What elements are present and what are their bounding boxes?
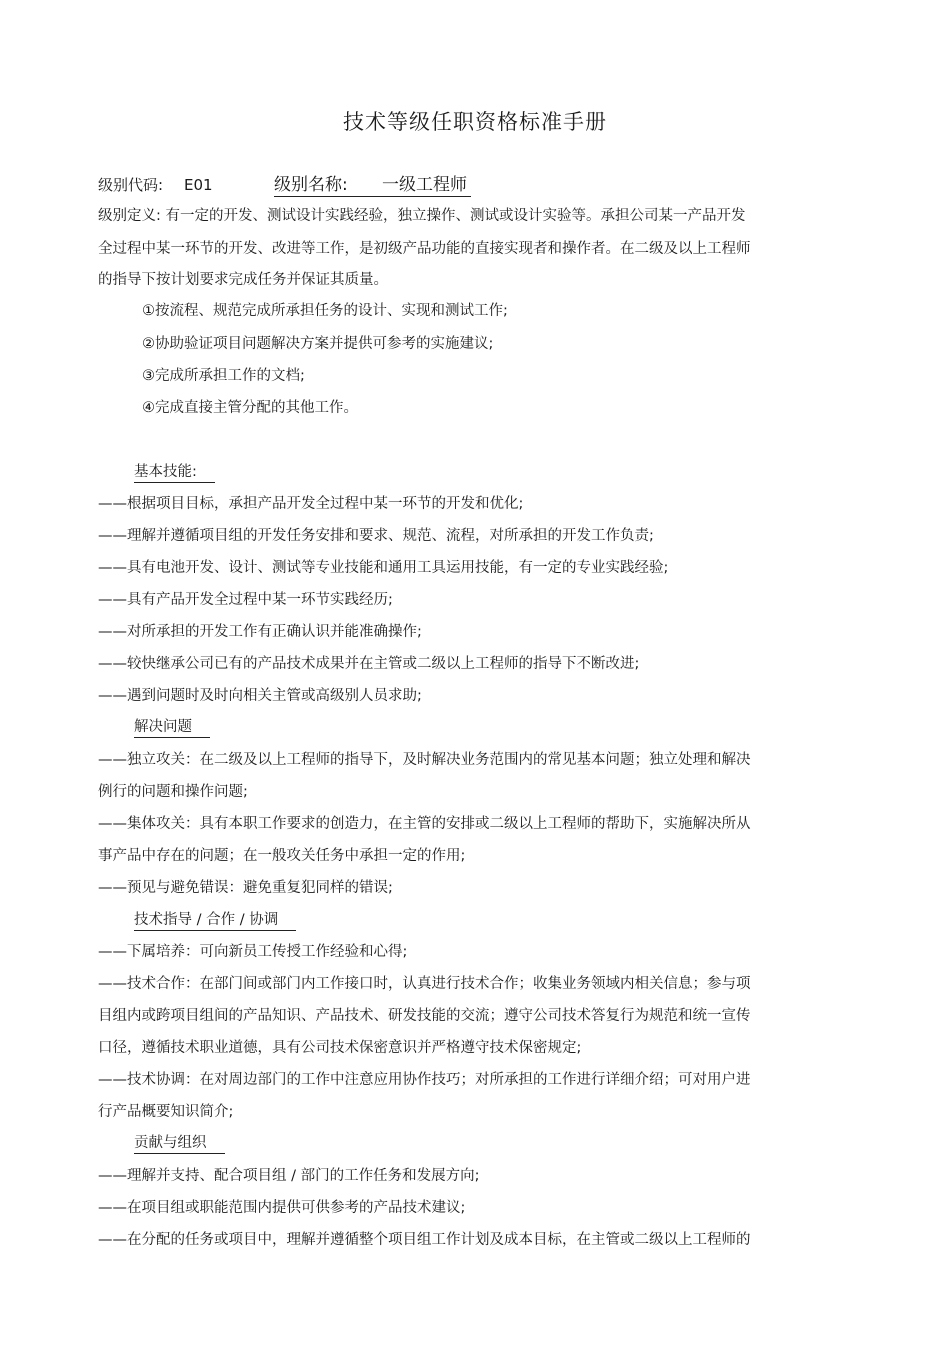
section-heading-basic-skills: 基本技能: <box>134 463 215 483</box>
problem-solving-line: ——独立攻关：在二级及以上工程师的指导下，及时解决业务范围内的常见基本问题；独立处理和解决 <box>98 752 751 768</box>
problem-solving-line: ——集体攻关：具有本职工作要求的创造力，在主管的安排或二级以上工程师的帮助下，实施解决所从 <box>98 816 751 832</box>
level-name-value: 一级工程师 <box>382 175 467 195</box>
document-title: 技术等级任职资格标准手册 <box>343 110 607 134</box>
guidance-line: ——下属培养：可向新员工传授工作经验和心得; <box>98 944 408 960</box>
basic-skill-line: ——较快继承公司已有的产品技术成果并在主管或二级以上工程师的指导下不断改进; <box>98 656 640 672</box>
guidance-line: 口径，遵循技术职业道德，具有公司技术保密意识并严格遵守技术保密规定; <box>98 1040 582 1056</box>
contribution-line: ——理解并支持、配合项目组 / 部门的工作任务和发展方向; <box>98 1168 480 1184</box>
definition-line: 全过程中某一环节的开发、改进等工作，是初级产品功能的直接实现者和操作者。在二级及以上工程师 <box>98 241 751 257</box>
basic-skill-line: ——对所承担的开发工作有正确认识并能准确操作; <box>98 624 422 640</box>
basic-skill-line: ——具有电池开发、设计、测试等专业技能和通用工具运用技能，有一定的专业实践经验; <box>98 560 669 576</box>
basic-skill-line: ——遇到问题时及时向相关主管或高级别人员求助; <box>98 688 422 704</box>
contribution-line: ——在分配的任务或项目中，理解并遵循整个项目组工作计划及成本目标，在主管或二级以上工程师的 <box>98 1232 751 1248</box>
problem-solving-line: 事产品中存在的问题；在一般攻关任务中承担一定的作用; <box>98 848 466 864</box>
responsibility-item: ④完成直接主管分配的其他工作。 <box>142 400 358 416</box>
definition-line: 级别定义: 有一定的开发、测试设计实践经验，独立操作、测试或设计实验等。承担公司某一产品开发 <box>98 208 746 224</box>
section-heading-problem-solving: 解决问题 <box>134 718 210 738</box>
guidance-line: 目组内或跨项目组间的产品知识、产品技术、研发技能的交流；遵守公司技术答复行为规范和统一宣传 <box>98 1008 751 1024</box>
contribution-line: ——在项目组或职能范围内提供可供参考的产品技术建议; <box>98 1200 466 1216</box>
level-name-group <box>274 175 471 197</box>
responsibility-item: ①按流程、规范完成所承担任务的设计、实现和测试工作; <box>142 303 508 319</box>
level-header <box>98 175 471 197</box>
guidance-line: ——技术合作：在部门间或部门内工作接口时，认真进行技术合作；收集业务领域内相关信息；参与项 <box>98 976 751 992</box>
level-code-label: 级别代码: <box>98 176 164 194</box>
basic-skill-line: ——具有产品开发全过程中某一环节实践经历; <box>98 592 393 608</box>
basic-skill-line: ——理解并遵循项目组的开发任务安排和要求、规范、流程，对所承担的开发工作负责; <box>98 528 654 544</box>
guidance-line: ——技术协调：在对周边部门的工作中注意应用协作技巧；对所承担的工作进行详细介绍；可对用户进 <box>98 1072 751 1088</box>
responsibility-item: ③完成所承担工作的文档; <box>142 368 305 384</box>
guidance-line: 行产品概要知识简介; <box>98 1104 234 1120</box>
definition-line: 的指导下按计划要求完成任务并保证其质量。 <box>98 272 388 288</box>
level-name-label: 级别名称: <box>274 175 348 195</box>
responsibility-item: ②协助验证项目问题解决方案并提供可参考的实施建议; <box>142 336 494 352</box>
section-heading-contribution: 贡献与组织 <box>134 1134 225 1154</box>
level-code-value: E01 <box>184 176 213 194</box>
problem-solving-line: 例行的问题和操作问题; <box>98 784 248 800</box>
problem-solving-line: ——预见与避免错误：避免重复犯同样的错误; <box>98 880 393 896</box>
section-heading-guidance: 技术指导 / 合作 / 协调 <box>134 911 296 931</box>
basic-skill-line: ——根据项目目标，承担产品开发全过程中某一环节的开发和优化; <box>98 496 524 512</box>
